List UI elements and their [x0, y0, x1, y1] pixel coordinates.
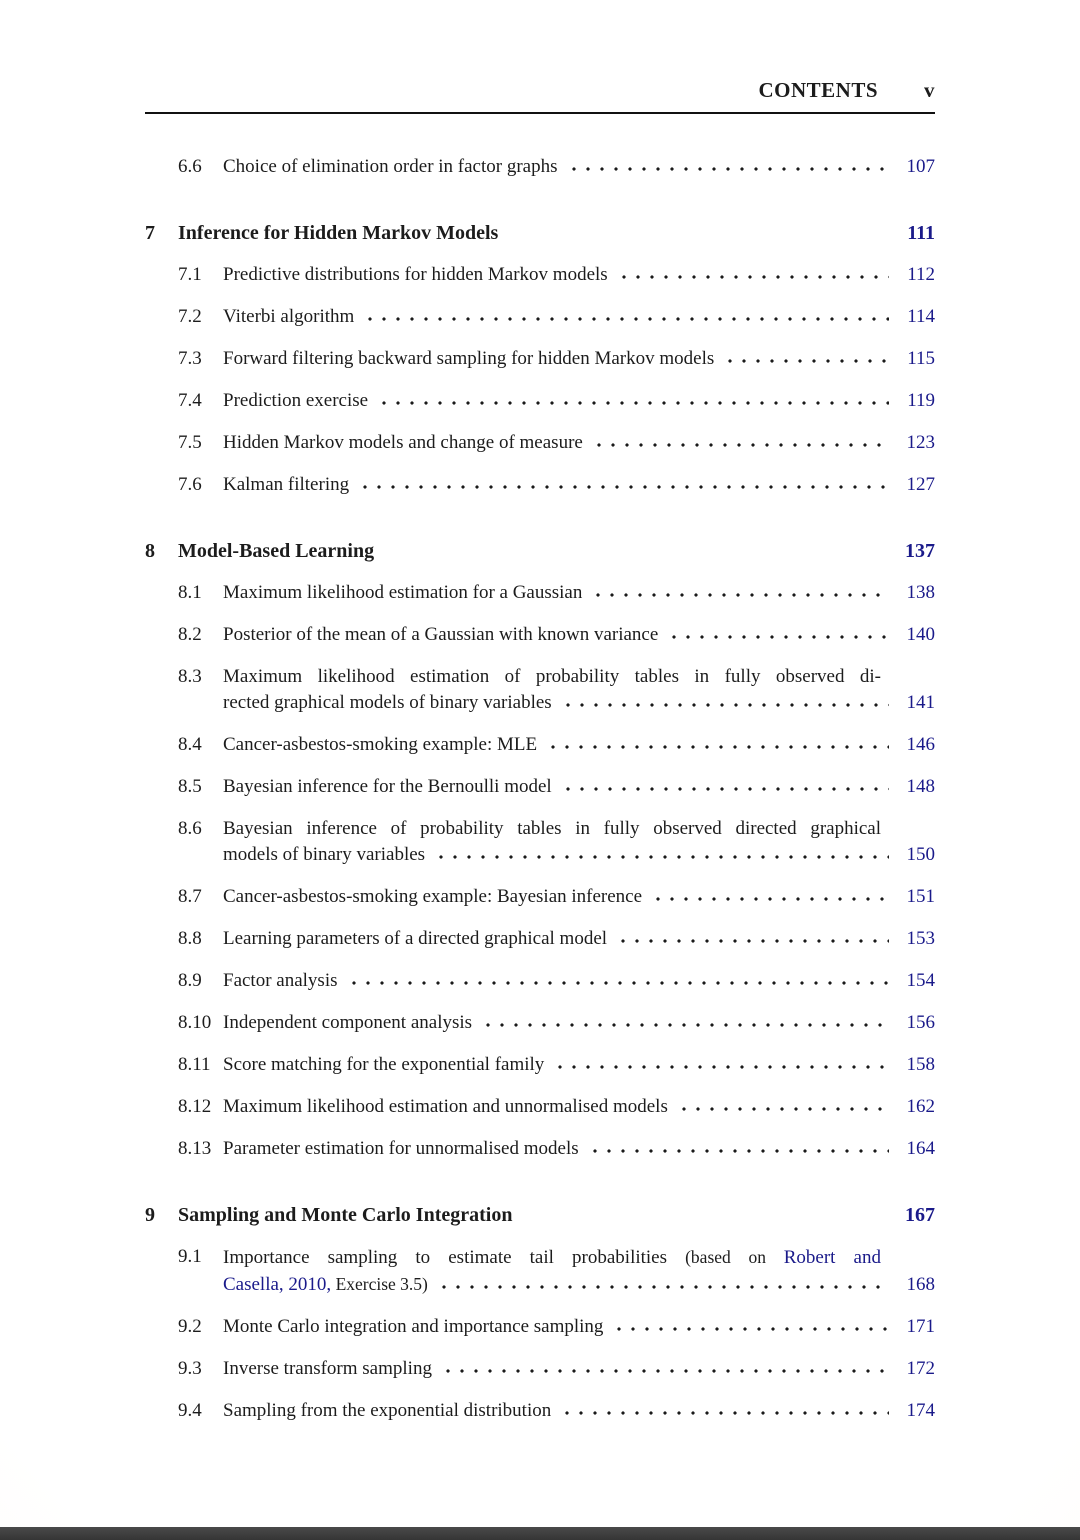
- dot-leader: [723, 357, 889, 364]
- citation-link[interactable]: Casella, 2010,: [223, 1274, 332, 1295]
- section-number: 8.8: [178, 928, 202, 949]
- page-header: [145, 78, 935, 114]
- toc-section-row: [145, 1314, 935, 1340]
- section-body: [223, 304, 935, 330]
- section-page-link[interactable]: 141: [906, 692, 935, 713]
- section-title-line: [223, 1136, 935, 1162]
- dot-leader: [592, 441, 889, 448]
- title-text: Cancer-asbestos-smoking example: Bayesian inference: [223, 886, 643, 907]
- section-number: 8.12: [178, 1096, 212, 1117]
- dot-leader: [561, 785, 889, 792]
- dot-leader: [667, 633, 889, 640]
- section-title: [223, 968, 338, 994]
- section-title-line: [223, 690, 935, 716]
- title-text: Predictive distributions for hidden Markov models: [223, 264, 608, 285]
- dot-leader: [377, 399, 889, 406]
- dot-leader: [591, 591, 889, 598]
- title-text: Exercise 3.5): [331, 1274, 428, 1294]
- section-page-link[interactable]: 174: [906, 1400, 935, 1421]
- section-page-link[interactable]: 162: [906, 1096, 935, 1117]
- section-number: 6.6: [178, 156, 202, 177]
- section-body: [223, 1314, 935, 1340]
- section-page-link[interactable]: 150: [906, 844, 935, 865]
- section-title: [223, 818, 881, 839]
- toc-section-row: [145, 1052, 935, 1078]
- section-title-line: [223, 622, 935, 648]
- toc-section-row: [145, 732, 935, 758]
- section-title-line: [223, 1094, 935, 1120]
- section-title: [223, 1314, 603, 1340]
- section-title: [223, 262, 608, 288]
- viewer-bottom-bar: [0, 1527, 1080, 1540]
- section-page-link[interactable]: 123: [906, 432, 935, 453]
- section-body: [223, 388, 935, 414]
- section-title: [223, 622, 658, 648]
- section-title-line: [223, 1271, 935, 1298]
- section-number: 7.5: [178, 432, 202, 453]
- dot-leader: [560, 1409, 889, 1416]
- title-text: Monte Carlo integration and importance sampling: [223, 1316, 604, 1337]
- section-title: [223, 388, 368, 414]
- section-title-line: [223, 304, 935, 330]
- toc-section-row: [145, 664, 935, 716]
- section-page-link[interactable]: 112: [907, 264, 935, 285]
- title-text: Forward filtering backward sampling for hidden Markov models: [223, 348, 715, 369]
- section-body: [223, 154, 935, 180]
- title-text: Viterbi algorithm: [223, 306, 355, 327]
- section-body: [223, 664, 935, 716]
- title-text: Choice of elimination order in factor graphs: [223, 156, 558, 177]
- section-page-link[interactable]: 151: [906, 886, 935, 907]
- toc-section-row: [145, 388, 935, 414]
- section-title: [223, 690, 552, 716]
- section-title: [223, 430, 583, 456]
- section-body: [223, 884, 935, 910]
- title-text: (based on: [685, 1247, 784, 1267]
- section-title: [223, 666, 881, 687]
- title-text: Importance sampling to estimate tail probabilities: [223, 1247, 686, 1268]
- section-title: [223, 1010, 472, 1036]
- section-number: 8.3: [178, 666, 202, 687]
- section-title-line: [223, 1244, 935, 1271]
- section-page-link[interactable]: 127: [906, 474, 935, 495]
- title-text: Sampling from the exponential distribution: [223, 1400, 552, 1421]
- section-number: 7.6: [178, 474, 202, 495]
- section-page-link[interactable]: 119: [907, 390, 935, 411]
- toc-section-row: [145, 304, 935, 330]
- section-body: [223, 926, 935, 952]
- title-text: Maximum likelihood estimation for a Gaussian: [223, 582, 583, 603]
- toc-section-row: [145, 774, 935, 800]
- section-number: 9.3: [178, 1358, 202, 1379]
- section-number: 8.13: [178, 1138, 212, 1159]
- section-number: 8.4: [178, 734, 202, 755]
- section-number: 8.2: [178, 624, 202, 645]
- section-body: [223, 1244, 935, 1298]
- toc-section-row: [145, 1244, 935, 1298]
- title-text: Prediction exercise: [223, 390, 369, 411]
- section-number: 8.10: [178, 1012, 212, 1033]
- section-number: 8.6: [178, 818, 202, 839]
- section-page-link[interactable]: 115: [907, 348, 935, 369]
- dot-leader: [441, 1367, 889, 1374]
- dot-leader: [358, 483, 889, 490]
- section-body: [223, 580, 935, 606]
- section-number: 7.4: [178, 390, 202, 411]
- chapter-page-link[interactable]: 167: [905, 1204, 935, 1226]
- dot-leader: [651, 895, 889, 902]
- section-title: [223, 1356, 432, 1382]
- section-page-link[interactable]: 164: [906, 1138, 935, 1159]
- section-number: 7.1: [178, 264, 202, 285]
- section-body: [223, 622, 935, 648]
- section-page-link[interactable]: 140: [906, 624, 935, 645]
- section-body: [223, 1010, 935, 1036]
- section-body: [223, 732, 935, 758]
- section-title: [223, 842, 425, 868]
- section-title-line: [223, 926, 935, 952]
- dot-leader: [616, 937, 889, 944]
- toc-chapter-row: [145, 538, 935, 564]
- dot-leader: [347, 979, 889, 986]
- section-title-line: [223, 154, 935, 180]
- section-title: [223, 580, 582, 606]
- toc-section-row: [145, 580, 935, 606]
- chapter-title: Inference for Hidden Markov Models: [178, 222, 499, 244]
- toc-section-row: [145, 346, 935, 372]
- section-title-line: [223, 664, 935, 690]
- title-text: Bayesian inference for the Bernoulli model: [223, 776, 552, 797]
- section-body: [223, 262, 935, 288]
- section-number: 7.2: [178, 306, 202, 327]
- section-number: 8.1: [178, 582, 202, 603]
- title-text: rected graphical models of binary variables: [223, 692, 552, 713]
- toc-section-row: [145, 1398, 935, 1424]
- dot-leader: [553, 1063, 889, 1070]
- dot-leader: [612, 1325, 889, 1332]
- title-text: Posterior of the mean of a Gaussian with known variance: [223, 624, 659, 645]
- section-body: [223, 968, 935, 994]
- toc-section-row: [145, 430, 935, 456]
- toc-chapter-row: [145, 220, 935, 246]
- toc-section-row: [145, 622, 935, 648]
- section-page-link[interactable]: 171: [906, 1316, 935, 1337]
- dot-leader: [588, 1147, 889, 1154]
- title-text: Hidden Markov models and change of measure: [223, 432, 583, 453]
- title-text: Inverse transform sampling: [223, 1358, 432, 1379]
- section-page-link[interactable]: 153: [906, 928, 935, 949]
- title-text: Maximum likelihood estimation of probability tables in fully observed di-: [223, 666, 881, 687]
- toc-section-row: [145, 1356, 935, 1382]
- section-title: [223, 1398, 551, 1424]
- section-title-line: [223, 262, 935, 288]
- section-page-link[interactable]: 114: [907, 306, 935, 327]
- section-body: [223, 430, 935, 456]
- section-title-line: [223, 430, 935, 456]
- section-title: [223, 884, 642, 910]
- section-number: 8.9: [178, 970, 202, 991]
- section-title-line: [223, 968, 935, 994]
- section-body: [223, 472, 935, 498]
- dot-leader: [363, 315, 889, 322]
- dot-leader: [434, 853, 889, 860]
- section-title: [223, 732, 537, 758]
- title-text: Bayesian inference of probability tables in fully observed directed graphical: [223, 818, 881, 839]
- section-number: 9.1: [178, 1246, 202, 1267]
- title-text: Cancer-asbestos-smoking example: MLE: [223, 734, 538, 755]
- section-title: [223, 472, 349, 498]
- chapter-page-link[interactable]: 137: [905, 540, 935, 562]
- section-number: 9.2: [178, 1316, 202, 1337]
- section-title: [223, 1094, 668, 1120]
- page-number-label: v: [924, 78, 935, 102]
- section-body: [223, 1094, 935, 1120]
- chapter-title: Sampling and Monte Carlo Integration: [178, 1204, 513, 1226]
- dot-leader: [561, 701, 889, 708]
- dot-leader: [481, 1021, 889, 1028]
- toc-section-row: [145, 968, 935, 994]
- section-page-link[interactable]: 154: [906, 970, 935, 991]
- section-body: [223, 346, 935, 372]
- title-text: Learning parameters of a directed graphical model: [223, 928, 608, 949]
- section-title-line: [223, 472, 935, 498]
- title-text: Score matching for the exponential family: [223, 1054, 545, 1075]
- section-body: [223, 1356, 935, 1382]
- section-body: [223, 1136, 935, 1162]
- section-title: [223, 304, 354, 330]
- chapter-number: 7: [145, 222, 155, 244]
- section-title-line: [223, 580, 935, 606]
- citation-link[interactable]: Robert and: [783, 1247, 881, 1268]
- chapter-number: 8: [145, 540, 155, 562]
- title-text: models of binary variables: [223, 844, 426, 865]
- toc-section-row: [145, 926, 935, 952]
- section-body: [223, 1052, 935, 1078]
- dot-leader: [546, 743, 889, 750]
- toc-section-row: [145, 1094, 935, 1120]
- chapter-number: 9: [145, 1204, 155, 1226]
- toc-section-row: [145, 262, 935, 288]
- section-title-line: [223, 1356, 935, 1382]
- section-page-link[interactable]: 158: [906, 1054, 935, 1075]
- section-page-link[interactable]: 146: [906, 734, 935, 755]
- toc-section-row: [145, 884, 935, 910]
- section-title: [223, 926, 607, 952]
- section-title: [223, 1052, 544, 1078]
- chapter-page-link[interactable]: 111: [907, 222, 935, 244]
- dot-leader: [567, 165, 889, 172]
- section-title-line: [223, 346, 935, 372]
- section-number: 9.4: [178, 1400, 202, 1421]
- section-page-link[interactable]: 138: [906, 582, 935, 603]
- title-text: Kalman filtering: [223, 474, 350, 495]
- section-body: [223, 774, 935, 800]
- section-title: [223, 154, 558, 180]
- dot-leader: [437, 1283, 889, 1290]
- header-title: CONTENTS: [758, 78, 878, 102]
- section-title-line: [223, 1314, 935, 1340]
- section-page-link[interactable]: 168: [906, 1274, 935, 1295]
- title-text: Factor analysis: [223, 970, 338, 991]
- section-page-link[interactable]: 156: [906, 1012, 935, 1033]
- section-title-line: [223, 774, 935, 800]
- section-title-line: [223, 842, 935, 868]
- title-text: Maximum likelihood estimation and unnormalised models: [223, 1096, 668, 1117]
- section-title-line: [223, 816, 935, 842]
- toc-section-row: [145, 816, 935, 868]
- section-title-line: [223, 1010, 935, 1036]
- toc-section-row: [145, 154, 935, 180]
- title-text: Independent component analysis: [223, 1012, 473, 1033]
- section-title-line: [223, 388, 935, 414]
- section-number: 7.3: [178, 348, 202, 369]
- section-title: [223, 774, 552, 800]
- section-title: [223, 1271, 428, 1298]
- section-page-link[interactable]: 148: [906, 776, 935, 797]
- chapter-title: Model-Based Learning: [178, 540, 375, 562]
- section-body: [223, 816, 935, 868]
- toc-section-row: [145, 1010, 935, 1036]
- toc-section-row: [145, 472, 935, 498]
- section-title: [223, 346, 714, 372]
- title-text: Parameter estimation for unnormalised models: [223, 1138, 579, 1159]
- section-page-link[interactable]: 172: [906, 1358, 935, 1379]
- section-title-line: [223, 884, 935, 910]
- section-title-line: [223, 732, 935, 758]
- section-title: [223, 1136, 579, 1162]
- section-title: [223, 1247, 881, 1268]
- section-body: [223, 1398, 935, 1424]
- section-page-link[interactable]: 107: [906, 156, 935, 177]
- toc-list: [145, 154, 935, 1424]
- section-title-line: [223, 1052, 935, 1078]
- dot-leader: [617, 273, 889, 280]
- section-number: 8.11: [178, 1054, 211, 1075]
- toc-chapter-row: [145, 1202, 935, 1228]
- section-number: 8.7: [178, 886, 202, 907]
- dot-leader: [677, 1105, 889, 1112]
- section-number: 8.5: [178, 776, 202, 797]
- section-title-line: [223, 1398, 935, 1424]
- toc-section-row: [145, 1136, 935, 1162]
